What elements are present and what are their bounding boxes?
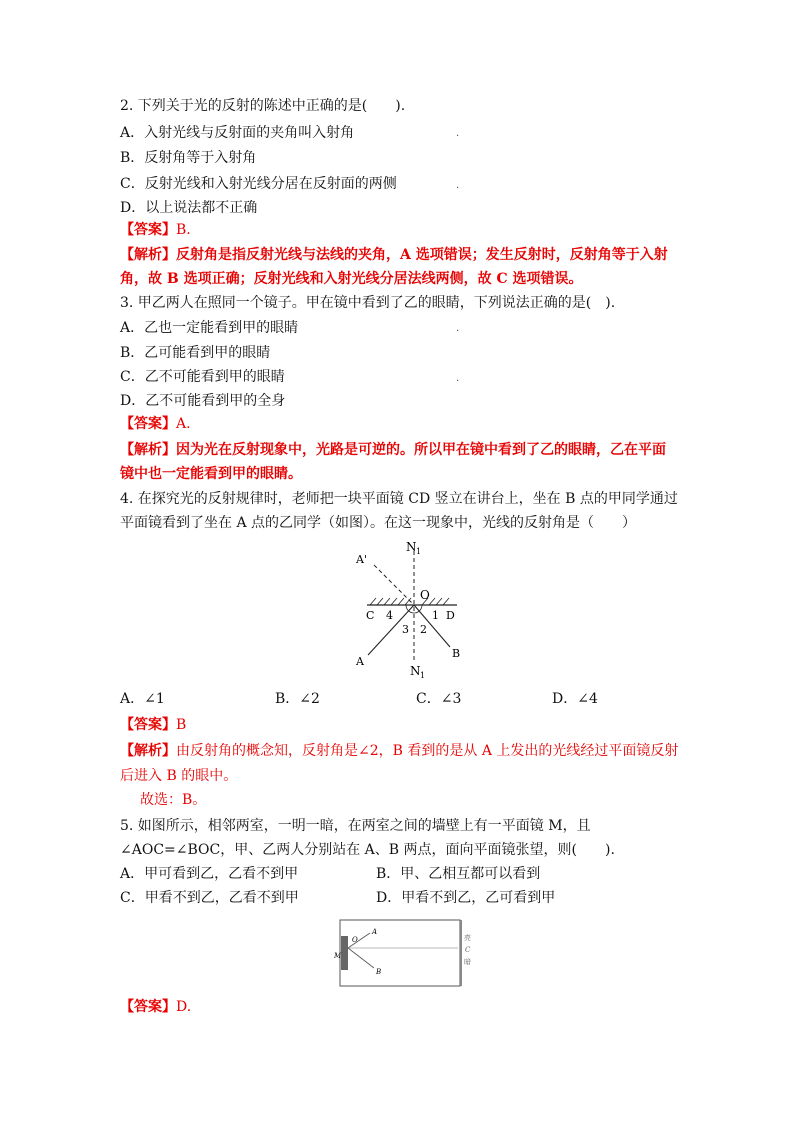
- q4-reflection-figure: [340, 535, 480, 680]
- label-o: O: [420, 588, 430, 602]
- q4-conclusion: 故选：B。: [140, 792, 207, 808]
- q4-analysis-1: [120, 741, 678, 761]
- q3-option-d: D．乙不可能看到甲的全身: [120, 393, 286, 409]
- analysis-tag: 【解析】: [120, 247, 176, 263]
- label-a-prime: A': [356, 553, 367, 566]
- q2-option-b: B．反射角等于入射角: [120, 150, 257, 166]
- q5-stem-2: ∠AOC=∠BOC，甲、乙两人分别站在 A、B 两点，面向平面镜张望，则( ).: [120, 842, 615, 858]
- label-dark: 暗: [464, 958, 471, 966]
- q4-option-b: B．∠2: [275, 691, 320, 707]
- q5-mirror-figure: [334, 918, 488, 990]
- q3-analysis-1: [120, 440, 666, 460]
- label-b: B: [376, 968, 382, 976]
- q2-analysis-1: [120, 245, 668, 265]
- answer-tag: 【答案】: [120, 416, 176, 432]
- analysis-text: 因为光在反射现象中，光路是可逆的。所以甲在镜中看到了乙的眼睛，乙在平面: [176, 442, 666, 458]
- answer-value: A.: [176, 416, 191, 432]
- q4-analysis-2: 后进入 B 的眼中。: [120, 768, 238, 784]
- label-angle-2: 2: [420, 623, 427, 636]
- analysis-text: 反射角是指反射光线与法线的夹角，A 选项错误；发生反射时，反射角等于入射: [176, 247, 668, 263]
- answer-tag: 【答案】: [120, 222, 176, 238]
- answer-tag: 【答案】: [120, 717, 176, 733]
- q3-answer: [120, 414, 191, 434]
- q3-stem: 3. 甲乙两人在照同一个镜子。甲在镜中看到了乙的眼睛，下列说法正确的是( ).: [120, 295, 616, 311]
- q5-option-b: B．甲、乙相互都可以看到: [376, 866, 541, 882]
- analysis-text: 由反射角的概念知，反射角是∠2，B 看到的是从 A 上发出的光线经过平面镜反射: [176, 743, 679, 759]
- layout-mark: .: [456, 128, 460, 139]
- label-a: A: [356, 655, 364, 668]
- label-d: D: [446, 609, 455, 622]
- analysis-tag: 【解析】: [120, 442, 176, 458]
- q5-stem-1: 5. 如图所示，相邻两室，一明一暗，在两室之间的墙壁上有一平面镜 M，且: [120, 818, 591, 834]
- answer-value: D.: [176, 999, 192, 1015]
- answer-tag: 【答案】: [120, 999, 176, 1015]
- label-angle-4: 4: [386, 609, 393, 622]
- q2-option-d: D．以上说法都不正确: [120, 200, 258, 216]
- q4-option-a: A．∠1: [120, 691, 165, 707]
- label-c: C: [465, 946, 471, 954]
- label-n1-top-sub: 1: [416, 547, 422, 556]
- label-c: C: [366, 609, 375, 622]
- q4-stem-1: 4. 在探究光的反射规律时，老师把一块平面镜 CD 竖立在讲台上，坐在 B 点的甲同学通过: [120, 491, 678, 507]
- q4-option-d: D．∠4: [552, 691, 598, 707]
- layout-mark: .: [456, 180, 460, 191]
- label-bright: 亮: [464, 934, 471, 942]
- q2-option-a: A．入射光线与反射面的夹角叫入射角: [120, 125, 355, 141]
- q5-option-c: C．甲看不到乙，乙看不到甲: [120, 890, 299, 906]
- label-m: M: [334, 952, 342, 960]
- analysis-tag: 【解析】: [120, 743, 176, 759]
- layout-mark: .: [456, 323, 460, 334]
- label-o: O: [352, 936, 358, 944]
- q2-analysis-2: 角，故 B 选项正确；反射光线和入射光线分居法线两侧，故 C 选项错误。: [120, 271, 583, 287]
- q4-answer: [120, 715, 186, 735]
- q3-option-b: B．乙可能看到甲的眼睛: [120, 345, 271, 361]
- label-a: A: [372, 928, 378, 936]
- layout-mark: .: [456, 373, 460, 384]
- answer-value: B.: [176, 222, 191, 238]
- label-angle-3: 3: [402, 623, 409, 636]
- q5-option-a: A．甲可看到乙，乙看不到甲: [120, 866, 299, 882]
- label-n1-bottom: N: [410, 664, 421, 678]
- label-n1-bottom-sub: 1: [420, 671, 426, 680]
- q3-option-c: C．乙不可能看到甲的眼睛: [120, 369, 285, 385]
- q2-answer: [120, 220, 191, 240]
- q5-answer: [120, 997, 191, 1017]
- q5-option-d: D．甲看不到乙，乙可看到甲: [376, 890, 556, 906]
- q2-stem: 2. 下列关于光的反射的陈述中正确的是( ).: [120, 98, 406, 114]
- label-b: B: [452, 647, 461, 660]
- label-n1-top: N: [406, 540, 417, 554]
- q3-option-a: A．乙也一定能看到甲的眼睛: [120, 320, 299, 336]
- q2-option-c: C．反射光线和入射光线分居在反射面的两侧: [120, 176, 397, 192]
- q3-analysis-2: 镜中也一定能看到甲的眼睛。: [120, 466, 302, 482]
- q4-stem-2: 平面镜看到了坐在 A 点的乙同学（如图）。在这一现象中，光线的反射角是（ ）: [120, 515, 637, 531]
- q4-option-c: C．∠3: [416, 691, 462, 707]
- label-angle-1: 1: [432, 609, 439, 622]
- answer-value: B: [176, 717, 187, 733]
